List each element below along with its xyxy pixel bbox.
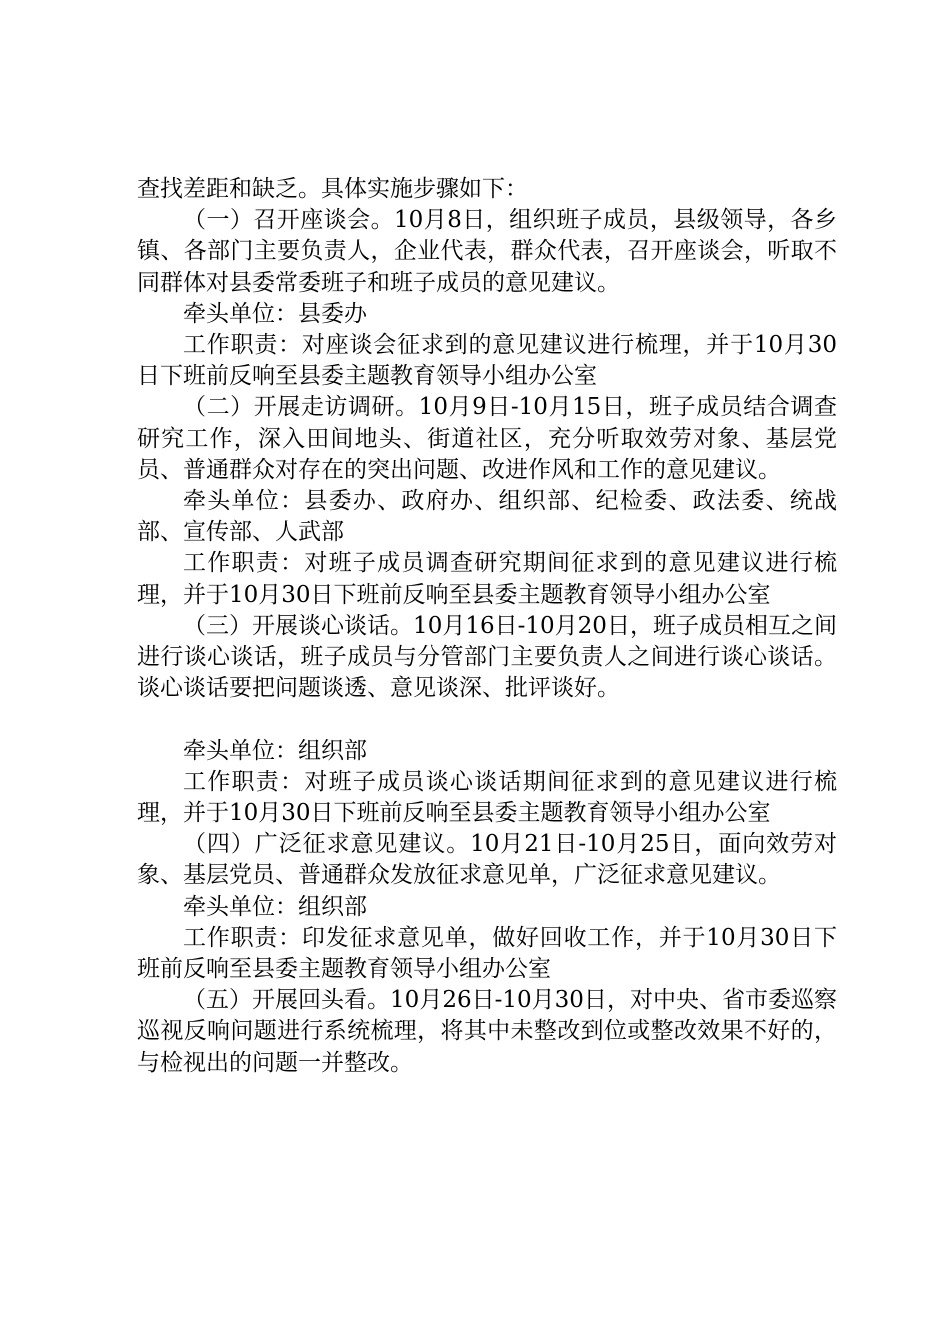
paragraph-lead-unit-3: 牵头单位：组织部 xyxy=(183,737,367,764)
paragraph-step-5: （五）开展回头看。10月26日-10月30日，对中央、省市委巡察巡视反响问题进行系统梳理，将其中未整改到位或整改效果不好的，与检视出的问题一并整改。 xyxy=(137,987,837,1076)
document-body xyxy=(137,174,837,1079)
paragraph-step-2: （二）开展走访调研。10月9日-10月15日，班子成员结合调查研究工作，深入田间地头、街道社区，充分听取效劳对象、基层党员、普通群众对存在的突出问题、改进作风和工作的意见建议。 xyxy=(137,394,837,483)
paragraph-duty-2: 工作职责：对班子成员调查研究期间征求到的意见建议进行梳理，并于10月30日下班前反响至县委主题教育领导小组办公室 xyxy=(137,550,837,608)
paragraph-lead-unit-1: 牵头单位：县委办 xyxy=(183,300,367,327)
blank-line xyxy=(137,704,837,735)
paragraph-step-4: （四）广泛征求意见建议。10月21日-10月25日，面向效劳对象、基层党员、普通群众发放征求意见单，广泛征求意见建议。 xyxy=(137,831,837,889)
paragraph-duty-3: 工作职责：对班子成员谈心谈话期间征求到的意见建议进行梳理，并于10月30日下班前反响至县委主题教育领导小组办公室 xyxy=(137,768,837,827)
paragraph-lead-unit-2: 牵头单位：县委办、政府办、组织部、纪检委、政法委、统战部、宣传部、人武部 xyxy=(137,488,837,546)
paragraph-intro: 查找差距和缺乏。具体实施步骤如下： xyxy=(137,176,528,202)
paragraph-step-1: （一）召开座谈会。10月8日，组织班子成员，县级领导，各乡镇、各部门主要负责人，企业代表，群众代表，召开座谈会，听取不同群体对县委常委班子和班子成员的意见建议。 xyxy=(137,207,837,296)
paragraph-duty-1: 工作职责：对座谈会征求到的意见建议进行梳理，并于10月30日下班前反响至县委主题教育领导小组办公室 xyxy=(137,332,837,390)
paragraph-step-3: （三）开展谈心谈话。10月16日-10月20日，班子成员相互之间进行谈心谈话，班子成员与分管部门主要负责人之间进行谈心谈话。谈心谈话要把问题谈透、意见谈深、批评谈好。 xyxy=(137,612,837,702)
paragraph-duty-4: 工作职责：印发征求意见单，做好回收工作，并于10月30日下班前反响至县委主题教育领导小组办公室 xyxy=(137,924,837,983)
paragraph-lead-unit-4: 牵头单位：组织部 xyxy=(183,893,367,920)
